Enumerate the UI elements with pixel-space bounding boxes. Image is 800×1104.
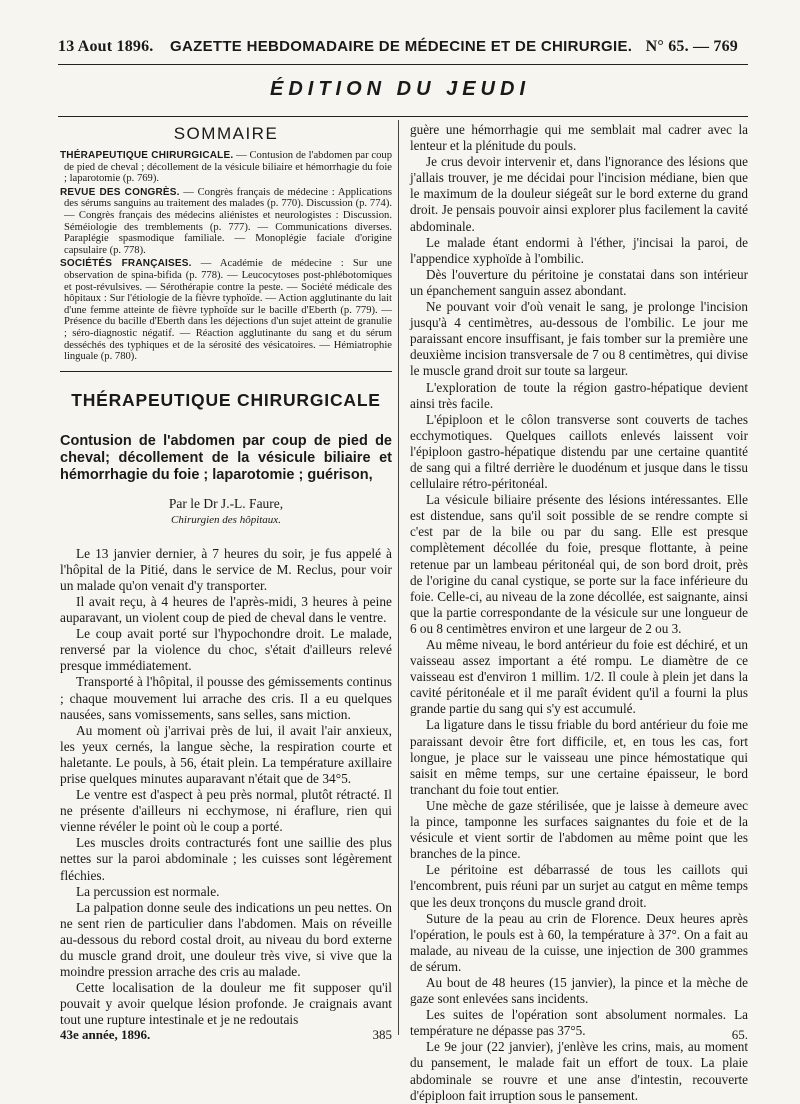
- paragraph: Au bout de 48 heures (15 janvier), la pince et la mèche de gaze sont enlevées sans incidents.: [410, 974, 748, 1007]
- paragraph: L'exploration de toute la région gastro-hépatique devient ainsi très facile.: [410, 379, 748, 411]
- paragraph: Le péritoine est débarrassé de tous les caillots qui l'encombrent, puis réuni par un surjet au catgut en même temps que les deux tronçons du muscle grand droit.: [410, 862, 748, 910]
- edition-title: ÉDITION DU JEUDI: [269, 78, 531, 100]
- left-article-body: [60, 546, 392, 1029]
- sommaire-entry-head: REVUE DES CONGRÈS.: [60, 186, 180, 198]
- section-title: THÉRAPEUTIQUE CHIRURGICALE: [71, 389, 381, 410]
- paragraph: L'épiploon et le côlon transverse sont couverts de taches ecchymotiques. Quelques caillots enlevés laissent voir l'épiploon gastro-hépatique distendu par une certaine quantité de sang qui a filtré derrière le duodénum et jusque dans le tissu cellulaire rétro-péritonéal.: [410, 411, 748, 492]
- article-byline: Par le Dr J.-L. Faure,: [168, 495, 284, 511]
- paragraph: La percussion est normale.: [76, 883, 220, 899]
- sommaire-rule: [60, 371, 392, 372]
- sommaire-list: [60, 150, 392, 363]
- paragraph: Il avait reçu, à 4 heures de l'après-midi, 3 heures à peine auparavant, un violent coup de pied de cheval dans le ventre.: [60, 593, 392, 626]
- author-affiliation: Chirurgien des hôpitaux.: [171, 513, 281, 526]
- sommaire-title: SOMMAIRE: [173, 124, 279, 143]
- paragraph: Dès l'ouverture du péritoine je constatai dans son intérieur un épanchement sanguin assez abondant.: [410, 266, 748, 298]
- page-number-right: 65.: [731, 1027, 748, 1042]
- sommaire-entry-text: — Académie de médecine : Sur une observation de spina-bifida (p. 778). — Leucocytoses post-phlébotomiques et post-révulsives. — Sérothérapie contre la peste. — Société médicale des hôpitaux : Sur l'étiologie de la fièvre typhoïde. — Action agglutinante du lait d'une femme atteinte de fièvre typhoïde sur le bacille d'Eberth (p. 779). — Présence du bacille d'Eberth dans les déjections d'un sujet atteint de granulie ; séro-diagnostic négatif. — Réaction agglutinante du sang et du sérum desséchés des typhiques et de la sérosité des vésicatoires. — Hémiatrophie linguale (p. 780).: [64, 258, 392, 363]
- left-column: [60, 122, 392, 1029]
- header-rule: [58, 64, 748, 65]
- paragraph: Le coup avait porté sur l'hypochondre droit. Le malade, renversé par la violence du choc, s'était d'ailleurs relevé presque immédiatement.: [60, 626, 392, 674]
- volume-year: 43e année, 1896.: [60, 1027, 151, 1042]
- paragraph: Je crus devoir intervenir et, dans l'ignorance des lésions que j'allais trouver, je me décidai pour l'incision médiane, bien que le maximum de la douleur siégeât sur le bord externe du grand droit. Je pensais pouvoir ainsi explorer plus facilement la cavité abdominale.: [410, 154, 748, 234]
- paragraph: Les suites de l'opération sont absolument normales. La température ne dépasse pas 37°5.: [410, 1007, 748, 1039]
- paragraph: La palpation donne seule des indications un peu nettes. On ne sent rien de particulier dans l'abdomen. Mais on réveille au-dessous du rebord costal droit, au niveau du bord externe du muscle grand droit, une douleur très vive, si vive que la moindre pression arrache des cris au malade.: [60, 899, 392, 980]
- paragraph: Ne pouvant voir d'où venait le sang, je prolonge l'incision jusqu'à 4 centimètres, au-dessous de l'ombilic. Le jour me paraissant encore insuffisant, je fais tomber sur la première une deuxième incision transversale de 7 ou 8 centimètres, qui divise le muscle grand droit sur toute sa largeur.: [410, 299, 748, 379]
- paragraph: Le 13 janvier dernier, à 7 heures du soir, je fus appelé à l'hôpital de la Pitié, dans le service de M. Reclus, pour voir un malade qu'on venait d'y transporter.: [60, 545, 392, 593]
- edition-rule: [58, 116, 748, 117]
- paragraph: Suture de la peau au crin de Florence. Deux heures après l'opération, le pouls est à 60, la température à 37°. On a fait au malade, au niveau de la cuisse, une injection de 300 grammes de sérum.: [410, 910, 748, 974]
- sommaire-entry: [60, 187, 392, 257]
- sommaire-entry-head: SOCIÉTÉS FRANÇAISES.: [60, 258, 192, 270]
- paragraph: Cette localisation de la douleur me fit supposer qu'il pouvait y avoir quelque lésion profonde. Je craignais avant tout une rupture intestinale et je ne redoutais: [60, 980, 392, 1028]
- sommaire-entry-head: THÉRAPEUTIQUE CHIRURGICALE.: [60, 150, 234, 161]
- paragraph: La ligature dans le tissu friable du bord antérieur du foie me paraissant devoir être fort difficile, et, en tous les cas, fort longue, je place sur le vaisseau une pince hémostatique qui saisit en même temps, sur une certaine épaisseur, le bord tranchant du foie tout entier.: [410, 717, 748, 797]
- sommaire-entry: [60, 150, 392, 185]
- paragraph: Au même niveau, le bord antérieur du foie est déchiré, et un vaisseau assez important a été rompu. Le diamètre de ce vaisseau est d'environ 1 millim. 1/2. Il coule à plein jet dans la cavité péritonéale et il me paraît évident qu'il a fourni la plus grande partie du sang qui s'y est accumulé.: [410, 637, 748, 717]
- page-number-center: 385: [372, 1027, 392, 1042]
- paragraph: Le malade étant endormi à l'éther, j'incisai la paroi, de l'appendice xyphoïde à l'ombilic.: [410, 234, 748, 266]
- paragraph: Transporté à l'hôpital, il pousse des gémissements continus ; chaque mouvement lui arrache des cris. Il a eu quelques nausées, sans vomissements, sans selles, sans miction.: [60, 674, 392, 722]
- paragraph: Une mèche de gaze stérilisée, que je laisse à demeure avec la pince, tamponne les surfaces saignantes du foie et de la vésicule et vient sortir de l'abdomen au même point que les branches de la pince.: [410, 797, 748, 862]
- header-date: 13 Aout 1896.: [58, 38, 154, 55]
- paragraph: Le ventre est d'aspect à peu près normal, plutôt rétracté. Il ne présente d'ailleurs ni ecchymose, ni éraflure, rien qui vienne révéler le point où le coup a porté.: [60, 787, 392, 835]
- paragraph: Le 9e jour (22 janvier), j'enlève les crins, mais, au moment du pansement, le malade fait un effort de toux. La plaie abdominale se rouvre et une anse d'intestin, recouverte d'épiploon fait irruption sous le pansement.: [410, 1039, 748, 1103]
- paragraph: guère une hémorrhagie qui me semblait mal cadrer avec la lenteur et la plénitude du pouls.: [410, 122, 748, 154]
- page-footer: [60, 1027, 392, 1045]
- journal-title: GAZETTE HEBDOMADAIRE DE MÉDECINE ET DE CHIRURGIE.: [170, 38, 633, 55]
- article-title: Contusion de l'abdomen par coup de pied de cheval; décollement de la vésicule biliaire et hémorrhagie du foie ; laparotomie ; guérison,: [60, 432, 392, 483]
- running-header: [58, 38, 738, 60]
- sommaire-entry-text: — Contusion de l'abdomen par coup de pied de cheval ; décollement de la vésicule biliaire et hémorrhagie du foie ; laparotomie (p. 769).: [64, 150, 392, 185]
- paragraph: La vésicule biliaire présente des lésions intéressantes. Elle est distendue, sans qu'il soit possible de se rendre compte si c'est par de la bile ou par du sang. Elle est presque complètement décollée du foie, presque flottante, à peine retenue par un lambeau péritonéal qui, de son bord droit, près de l'origine du canal cystique, se porte sur la face inférieure du foie. Celle-ci, au niveau de la zone décollée, est saignante, ainsi que la partie correspondante de la vésicule sur une longueur de 6 ou 8 centimètres environ et une largeur de 2 ou 3.: [410, 492, 748, 636]
- column-divider: [398, 120, 399, 1035]
- paragraph: Les muscles droits contracturés font une saillie des plus nettes sur la paroi abdominale ; les cuisses sont légèrement fléchies.: [60, 835, 392, 883]
- issue-page-number: N° 65. — 769: [645, 38, 738, 55]
- right-column: [410, 122, 748, 1104]
- sommaire-entry: [60, 258, 392, 362]
- sommaire-entry-text: — Congrès français de médecine : Applications des sérums sanguins au traitement des malades (p. 770). Discussion (p. 774). — Congrès français des médecins aliénistes et neurologistes : Discussion. Séméiologie des tremblements (p. 777). — Communications diverses. Paraplégie spasmodique familiale. — Monoplégie faciale d'origine capsulaire (p. 778).: [64, 186, 392, 256]
- paragraph: Au moment où j'arrivai près de lui, il avait l'air anxieux, les yeux cernés, la langue sèche, la respiration courte et haletante. Le pouls, à 56, était plein. La température axillaire prise quelques minutes auparavant n'était que de 34°5.: [60, 722, 392, 786]
